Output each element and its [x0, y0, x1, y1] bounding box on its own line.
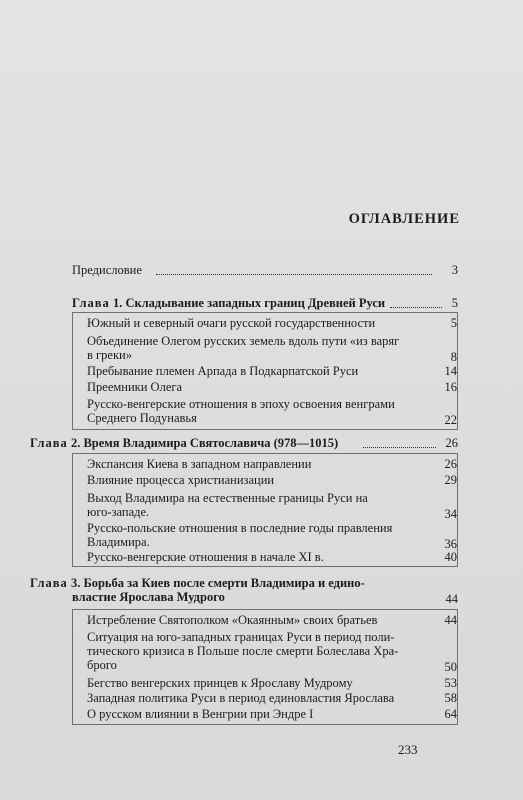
toc-entry[interactable]	[87, 707, 457, 721]
chapter-heading[interactable]	[72, 296, 458, 310]
toc-entry-label: Русско-польские отношения в последние годы правления	[87, 521, 393, 535]
toc-entry-page: 50	[444, 660, 457, 674]
toc-entry-page: 64	[444, 707, 457, 721]
chapter-title-line-2: властие Ярослава Мудрого	[72, 590, 225, 604]
toc-entry[interactable]	[87, 550, 457, 564]
chapter-prefix: Глава	[30, 436, 68, 450]
chapter-heading[interactable]	[30, 436, 458, 450]
toc-entry-label: Объединение Олегом русских земель вдоль пути «из варяг	[87, 334, 400, 348]
leader-dots	[363, 447, 436, 448]
chapter-heading[interactable]	[30, 576, 458, 606]
toc-entry-label-cont: тического кризиса в Польше после смерти Болеслава Хра-	[87, 644, 399, 658]
chapter-prefix: Глава	[30, 576, 68, 590]
chapter-title-line-1	[30, 576, 458, 590]
toc-entry-page: 29	[444, 473, 457, 487]
chapter-page: 26	[445, 436, 458, 450]
toc-entry[interactable]	[87, 334, 457, 364]
toc-entry-page: 40	[444, 550, 457, 564]
toc-entry-label: Южный и северный очаги русской государственности	[87, 316, 376, 330]
chapter-3-entries	[72, 609, 458, 725]
toc-entry-label: Западная политика Руси в период единовластия Ярослава	[87, 691, 395, 705]
toc-entry[interactable]	[87, 491, 457, 521]
toc-entry-page: 53	[444, 676, 457, 690]
toc-entry-label: Пребывание племен Арпада в Подкарпатской Руси	[87, 364, 359, 378]
toc-entry-page: 3	[451, 263, 458, 277]
toc-entry-label: О русском влиянии в Венгрии при Эндре I	[87, 707, 314, 721]
toc-entry-label: Преемники Олега	[87, 380, 183, 394]
toc-entry-label-cont: в греки»	[87, 348, 132, 362]
chapter-title: 1. Складывание западных границ Древней Руси	[112, 296, 386, 310]
toc-entry-page: 26	[444, 457, 457, 471]
toc-entry[interactable]	[87, 521, 457, 551]
toc-entry-label: Предисловие	[72, 263, 142, 277]
toc-entry-page: 16	[444, 380, 457, 394]
toc-entry-page: 14	[444, 364, 457, 378]
chapter-1-entries	[72, 312, 458, 430]
toc-entry[interactable]	[87, 473, 457, 487]
toc-entry[interactable]	[87, 457, 457, 471]
toc-entry[interactable]	[87, 630, 457, 674]
toc-entry[interactable]	[87, 380, 457, 394]
chapter-title: 3. Борьба за Киев после смерти Владимира и едино-	[70, 576, 365, 590]
chapter-prefix: Глава	[72, 296, 110, 310]
toc-title: ОГЛАВЛЕНИЕ	[348, 211, 460, 227]
toc-entry-label-cont: Владимира.	[87, 535, 150, 549]
toc-entry[interactable]	[87, 316, 457, 330]
toc-entry[interactable]	[87, 397, 457, 427]
toc-entry-label: Выход Владимира на естественные границы Руси на	[87, 491, 368, 505]
toc-entry-label: Истребление Святополком «Окаянным» своих братьев	[87, 613, 378, 627]
toc-entry-page: 8	[450, 350, 457, 364]
leader-dots	[156, 274, 432, 275]
toc-entry-label-cont: юго-западе.	[87, 505, 150, 519]
toc-entry-page: 58	[444, 691, 457, 705]
toc-entry-label: Ситуация на юго-западных границах Руси в период поли-	[87, 630, 395, 644]
toc-entry-page: 44	[444, 613, 457, 627]
toc-entry-label: Влияние процесса христианизации	[87, 473, 275, 487]
toc-entry-label: Бегство венгерских принцев к Ярославу Мудрому	[87, 676, 353, 690]
page-number: 233	[398, 742, 418, 757]
toc-entry-label: Русско-венгерские отношения в эпоху освоения венграми	[87, 397, 395, 411]
toc-entry-preface[interactable]	[72, 263, 458, 277]
toc-entry-page: 5	[450, 316, 457, 330]
toc-entry[interactable]	[87, 691, 457, 705]
chapter-page: 5	[451, 296, 458, 310]
chapter-title: 2. Время Владимира Святославича (978—1015)	[70, 436, 339, 450]
chapter-2-entries	[72, 453, 458, 567]
toc-entry-page: 22	[444, 413, 457, 427]
leader-dots	[390, 307, 442, 308]
toc-entry[interactable]	[87, 364, 457, 378]
toc-entry-label: Экспансия Киева в западном направлении	[87, 457, 312, 471]
chapter-page: 44	[445, 592, 458, 606]
toc-entry-page: 34	[444, 507, 457, 521]
toc-entry-page: 36	[444, 537, 457, 551]
toc-entry-label-cont: брого	[87, 658, 117, 672]
toc-entry-label-cont: Среднего Подунавья	[87, 411, 197, 425]
toc-entry[interactable]	[87, 676, 457, 690]
toc-entry[interactable]	[87, 613, 457, 627]
toc-entry-label: Русско-венгерские отношения в начале XI в.	[87, 550, 324, 564]
